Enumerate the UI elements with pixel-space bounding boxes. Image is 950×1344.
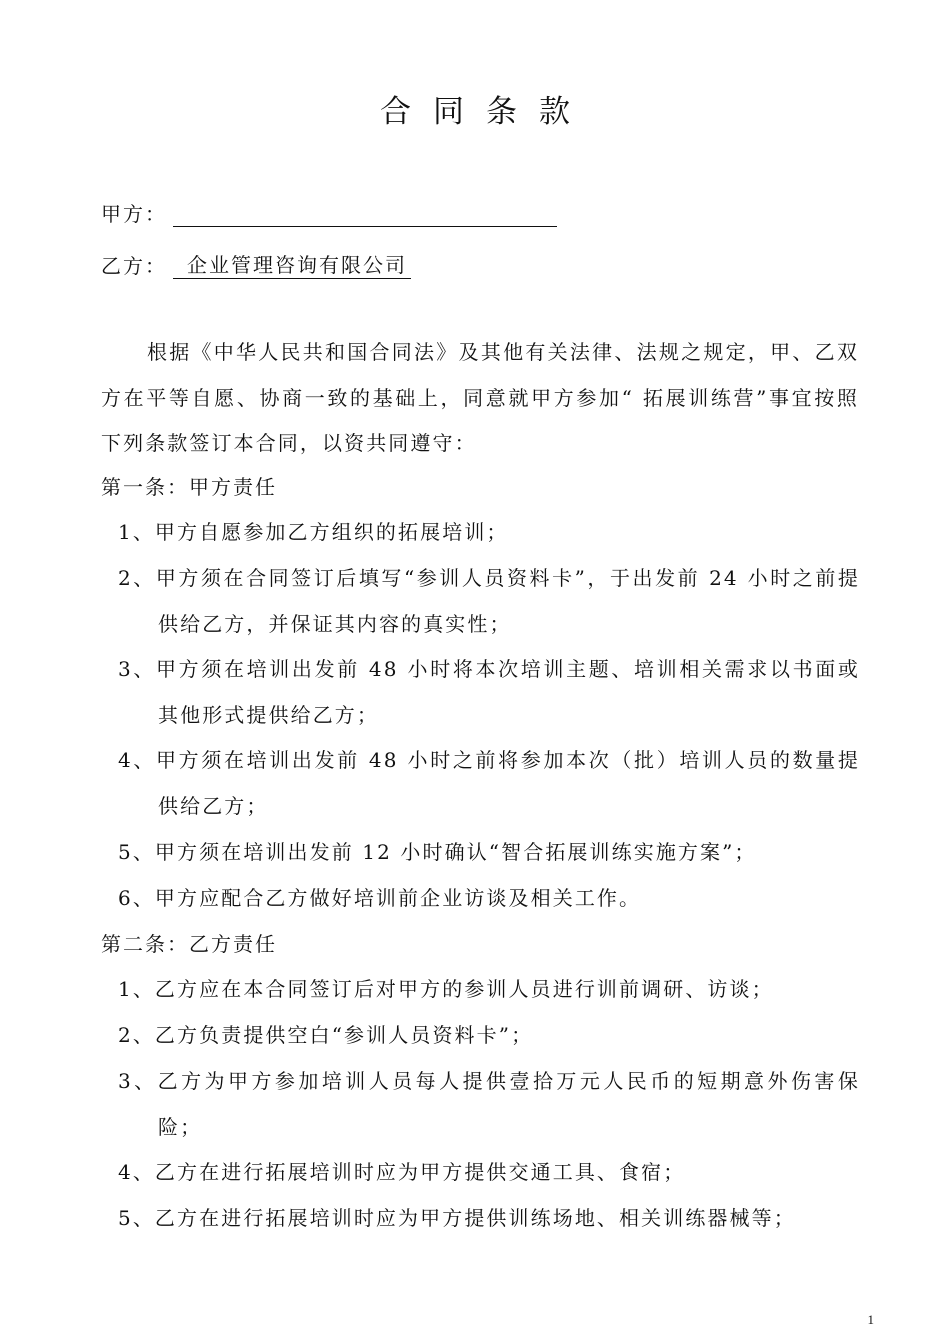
article-2-item-1: 1、乙方应在本合同签订后对甲方的参训人员进行训前调研、访谈； <box>118 977 774 1001</box>
article-1-item-4: 4、甲方须在培训出发前 48 小时之前将参加本次（批）培训人员的数量提供给乙方； <box>118 748 860 818</box>
article-1-item-5: 5、甲方须在培训出发前 12 小时确认“智合拓展训练实施方案”； <box>118 840 757 864</box>
document-title: 合同条款 <box>380 94 592 130</box>
party-b-label: 乙方： <box>101 254 167 278</box>
article-1-item-2: 2、甲方须在合同签订后填写“参训人员资料卡”，于出发前 24 小时之前提供给乙方，并保证其内容的真实性； <box>118 566 860 636</box>
page-number: 1 <box>867 1312 874 1327</box>
party-a-label: 甲方： <box>101 202 167 226</box>
article-1-item-1: 1、甲方自愿参加乙方组织的拓展培训； <box>118 520 509 544</box>
party-b-line <box>101 250 411 279</box>
article-2-item-3: 3、乙方为甲方参加培训人员每人提供壹拾万元人民币的短期意外伤害保险； <box>118 1069 860 1139</box>
article-2-heading: 第二条：乙方责任 <box>101 932 277 956</box>
article-2-item-4: 4、乙方在进行拓展培训时应为甲方提供交通工具、食宿； <box>118 1160 686 1184</box>
party-a-line <box>101 198 557 227</box>
party-a-blank-field <box>173 202 557 227</box>
article-2-item-2: 2、乙方负责提供空白“参训人员资料卡”； <box>118 1023 534 1047</box>
article-1-item-6: 6、甲方应配合乙方做好培训前企业访谈及相关工作。 <box>118 886 642 910</box>
party-b-name: 企业管理咨询有限公司 <box>173 252 411 279</box>
article-1-heading: 第一条：甲方责任 <box>101 475 277 499</box>
article-1-item-3: 3、甲方须在培训出发前 48 小时将本次培训主题、培训相关需求以书面或其他形式提供给乙方； <box>118 657 860 727</box>
article-2-item-5: 5、乙方在进行拓展培训时应为甲方提供训练场地、相关训练器械等； <box>118 1206 796 1230</box>
intro-paragraph: 根据《中华人民共和国合同法》及其他有关法律、法规之规定，甲、乙双方在平等自愿、协商一致的基础上，同意就甲方参加“ 拓展训练营”事宜按照下列条款签订本合同，以资共同遵守： <box>101 340 859 455</box>
